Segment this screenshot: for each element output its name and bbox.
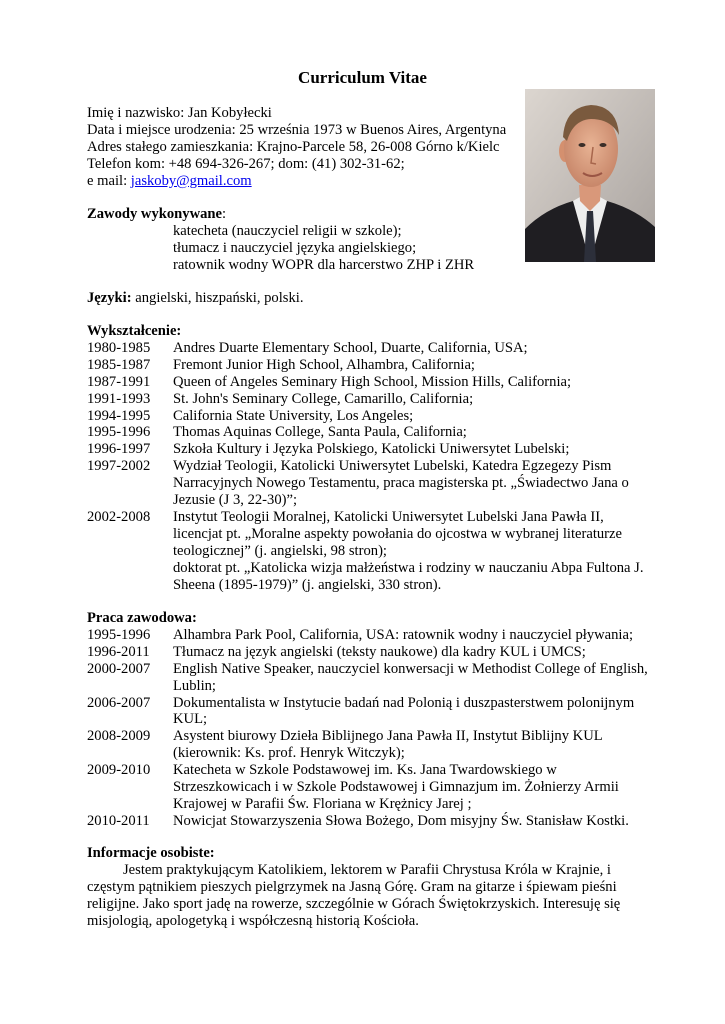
work-row — [87, 813, 653, 830]
work-text: Alhambra Park Pool, California, USA: ratownik wodny i nauczyciel pływania; — [173, 626, 634, 643]
address-line: Adres stałego zamieszkania: Krajno-Parcele 58, 26-008 Górno k/Kielc — [87, 138, 500, 155]
education-text: Queen of Angeles Seminary High School, Mission Hills, California; — [173, 373, 572, 390]
work-text: Dokumentalista w Instytucie badań nad Polonią i duszpasterstwem polonijnym KUL; — [173, 694, 635, 728]
languages-line — [87, 290, 303, 307]
education-years: 1991-1993 — [87, 390, 151, 407]
professions-colon: : — [222, 206, 227, 222]
profession-item: katecheta (nauczyciel religii w szkole); — [173, 222, 402, 239]
work-text: Tłumacz na język angielski (teksty naukowe) dla kadry KUL i UMCS; — [173, 643, 586, 660]
profession-item: tłumacz i nauczyciel języka angielskiego; — [173, 239, 417, 256]
work-text: Asystent biurowy Dzieła Biblijnego Jana Pawła II, Instytut Biblijny KUL (kierownik: Ks. prof. Henryk Witczyk); — [173, 728, 603, 762]
languages-text: angielski, hiszpański, polski. — [131, 290, 304, 306]
education-row — [87, 340, 653, 357]
education-years: 1980-1985 — [87, 339, 151, 356]
education-text: Fremont Junior High School, Alhambra, California; — [173, 356, 475, 373]
education-text: Thomas Aquinas College, Santa Paula, California; — [173, 424, 467, 441]
education-years: 1995-1996 — [87, 424, 151, 441]
education-row — [87, 391, 653, 408]
education-years: 1996-1997 — [87, 441, 151, 458]
work-text: Katecheta w Szkole Podstawowej im. Ks. Jana Twardowskiego w Strzeszkowicach i w Szkole Podstawowej i Gimnazjum im. Żołnierzy Armii Krajowej w Parafii Św. Floriana w Krężnicy Jarej ; — [173, 762, 619, 812]
education-row — [87, 357, 653, 374]
work-table — [87, 627, 653, 830]
name-line: Imię i nazwisko: Jan Kobyłecki — [87, 105, 272, 121]
work-text: Nowicjat Stowarzyszenia Słowa Bożego, Dom misyjny Św. Stanisław Kostki. — [173, 812, 629, 829]
work-row — [87, 661, 653, 695]
education-text: St. John's Seminary College, Camarillo, California; — [173, 390, 474, 407]
languages-heading: Języki: — [87, 290, 132, 306]
email-label: e mail: — [87, 172, 131, 189]
personal-info-text: Jestem praktykującym Katolikiem, lektorem w Parafii Chrystusa Króla w Krajnie, i częstym pątnikiem pieszych pielgrzymek na Jasną Górę. Gram na gitarze i śpiewam pieśni religijne. Jako sport jadę na rowerze, szczególnie w Górach Świętokrzyskich. Interesuję się misjologią, apologetyką i współczesną historią Kościoła. — [87, 861, 621, 929]
education-row — [87, 509, 653, 594]
email-line — [87, 173, 506, 190]
education-text-part: Instytut Teologii Moralnej, Katolicki Uniwersytet Lubelski Jana Pawła II, licencjat pt. „Moralne aspekty powołania do ojcostwa w wybranej literaturze teologicznej” (j. angielski, 98 stron); — [173, 508, 623, 559]
work-section — [87, 610, 653, 830]
work-row — [87, 627, 653, 644]
professions-section — [87, 206, 474, 274]
education-text — [173, 509, 653, 594]
education-table — [87, 340, 653, 594]
work-years: 2009-2010 — [87, 762, 151, 779]
work-years: 2000-2007 — [87, 660, 151, 677]
professions-heading: Zawody wykonywane — [87, 206, 223, 222]
education-row — [87, 441, 653, 458]
education-text-part: doktorat pt. „Katolicka wizja małżeństwa i rodziny w nauczaniu Abpa Fultona J. Sheena (1895-1979)” (j. angielski, 330 stron). — [173, 559, 644, 593]
education-years: 1987-1991 — [87, 373, 151, 390]
professions-heading-line — [87, 206, 474, 223]
profession-item: ratownik wodny WOPR dla harcerstwo ZHP i ZHR — [173, 256, 475, 273]
education-text: Andres Duarte Elementary School, Duarte, California, USA; — [173, 339, 528, 356]
portrait-image — [525, 89, 655, 262]
personal-details — [87, 105, 506, 190]
work-years: 1995-1996 — [87, 626, 151, 643]
education-years: 2002-2008 — [87, 508, 151, 525]
education-text: Szkoła Kultury i Języka Polskiego, Katolicki Uniwersytet Lubelski; — [173, 441, 570, 458]
personal-info-section — [87, 845, 622, 930]
birth-line: Data i miejsce urodzenia: 25 września 1973 w Buenos Aires, Argentyna — [87, 121, 507, 138]
work-years: 2008-2009 — [87, 728, 151, 745]
education-years: 1997-2002 — [87, 458, 151, 475]
work-row — [87, 695, 653, 729]
portrait-photo — [525, 89, 655, 262]
work-years: 2006-2007 — [87, 694, 151, 711]
education-section — [87, 323, 653, 594]
education-years: 1985-1987 — [87, 356, 151, 373]
work-years: 1996-2011 — [87, 643, 150, 660]
education-text: California State University, Los Angeles; — [173, 407, 414, 424]
education-row — [87, 408, 653, 425]
work-row — [87, 762, 653, 813]
education-row — [87, 458, 653, 509]
document-title: Curriculum Vitae — [298, 68, 427, 87]
work-row — [87, 644, 653, 661]
education-text: Wydział Teologii, Katolicki Uniwersytet Lubelski, Katedra Egzegezy Pism Narracyjnych Nowego Testamentu, praca magisterska pt. „Świadectwo Jana o Jezusie (J 3, 22-30)”; — [173, 458, 629, 509]
email-link[interactable]: jaskoby@gmail.com — [130, 172, 252, 189]
work-row — [87, 728, 653, 762]
work-years: 2010-2011 — [87, 812, 150, 829]
work-text: English Native Speaker, nauczyciel konwersacji w Methodist College of English, Lublin; — [173, 660, 648, 694]
education-row — [87, 374, 653, 391]
education-row — [87, 424, 653, 441]
personal-info-heading: Informacje osobiste: — [87, 845, 215, 861]
education-heading: Wykształcenie: — [87, 323, 182, 339]
work-heading: Praca zawodowa: — [87, 610, 197, 626]
languages-section — [87, 290, 303, 307]
education-years: 1994-1995 — [87, 407, 151, 424]
phone-line: Telefon kom: +48 694-326-267; dom: (41) 302-31-62; — [87, 155, 405, 172]
